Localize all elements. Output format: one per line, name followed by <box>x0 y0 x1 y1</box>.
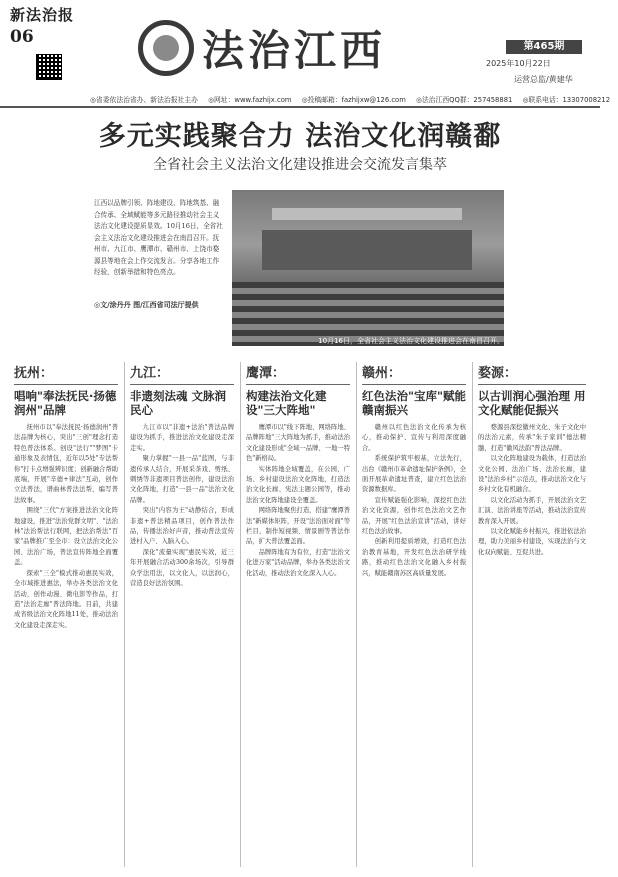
paragraph: 以文化活动为抓手，开展法治文艺汇演、法治讲座等活动，推动法治宣传教育深入开展。 <box>478 496 586 525</box>
column-divider <box>124 362 125 867</box>
column-title: 唱响"奉法抚民·扬德润州"品牌 <box>14 389 117 417</box>
column-fuzhou <box>14 362 118 867</box>
paragraph: 围绕"三代"方案推进法治文化阵地建设，推进"法治党群文明"、"法治林"法治帮法行联网，把法治帮法"百家"品牌推广至全市：设立法治文化公园、法治广场，普法宣传阵地全面覆盖。 <box>14 507 118 567</box>
column-tag-divider <box>246 384 350 385</box>
newspaper-header <box>0 0 611 104</box>
column-body <box>14 423 118 631</box>
qr-code-icon <box>36 54 62 80</box>
paragraph: 宣传赋能强化影响，深挖红色法治文化资源，创作红色法治文艺作品，开展"红色法治宣讲"活动，讲好红色法治故事。 <box>362 496 466 536</box>
info-phone: ◎联系电话：13307008212 <box>522 96 611 104</box>
column-tag-divider <box>478 384 586 385</box>
emblem-icon <box>138 20 194 76</box>
column-yingtan <box>246 362 350 867</box>
intro-credit: ◎文/涂丹丹 图/江西省司法厅提供 <box>94 301 199 309</box>
column-tag: 赣州： <box>362 366 402 381</box>
paragraph: 网络阵地聚焦打造，搭建"鹰潭普法"新媒体矩阵，开设"法治面对面"等栏目，制作短视频、情景剧等普法作品，扩大普法覆盖面。 <box>246 507 350 546</box>
masthead-title: 法治江西 <box>202 26 387 75</box>
page-subhead: 全省社会主义法治文化建设推进会交流发言集萃 <box>153 157 447 173</box>
column-body <box>362 423 466 579</box>
paragraph: 探索"三全"模式推动惠民实效，全市域推进惠法，举办各类法治文化活动，创作动漫、微电影等作品，打造"法治走廊"普法阵地。目前，共建成省级法治文化阵地11处，推动法治文化建设走深走实。 <box>14 569 118 629</box>
column-divider <box>472 362 473 867</box>
page-headline: 多元实践聚合力 法治文化润赣鄱 <box>98 121 502 152</box>
column-tag-divider <box>362 384 466 385</box>
column-ganzhou <box>362 362 466 867</box>
issue-date: 2025年10月22日 <box>486 59 551 68</box>
paragraph: 实体阵地全域覆盖，在公园、广场、乡村建设法治文化阵地，打造法治文化长廊、宪法主题公园等，推动法治文化阵地建设全覆盖。 <box>246 465 350 504</box>
column-tag: 九江： <box>130 366 170 381</box>
column-tag: 鹰潭： <box>246 366 286 381</box>
issue-editor: 运营总监/黄建华 <box>514 75 573 84</box>
header-divider <box>0 106 600 108</box>
photo-banner <box>272 208 462 220</box>
photo-stage <box>262 230 472 270</box>
paragraph: 九江市以"非遗+法治"普法品牌建设为抓手，推进法治文化建设走深走实。 <box>130 424 234 452</box>
paragraph: 深化"流量实现"惠民实效，近三年开展融合活动300余场次，引导群众学法用法，以文化人，以法润心，营造良好法治氛围。 <box>130 548 234 588</box>
info-sponsor: ◎省委依法治省办、新法治报社主办 <box>90 96 198 104</box>
photo-caption: 10月16日，全省社会主义法治文化建设推进会在南昌召开。 <box>318 337 504 345</box>
conference-photo <box>232 190 504 346</box>
info-qq: ◎法治江西QQ群：257458881 <box>416 96 513 104</box>
column-tag: 抚州： <box>14 366 54 381</box>
column-divider <box>356 362 357 867</box>
column-title: 构建法治文化建设"三大阵地" <box>246 389 327 417</box>
column-body <box>130 423 234 590</box>
paragraph: 突出"内容为王"动静结合，形成非遗+普法精品项目，创作普法作品，传播法治好声音，推动普法宣传进村入户、入脑入心。 <box>130 507 234 546</box>
paragraph: 品牌阵地有为有位，打造"法治文化进万家"活动品牌，举办各类法治文化活动，推动法治文化深入人心。 <box>246 548 350 577</box>
paragraph: 抚州市以"奉法抚民·扬德润州"普法品牌为核心，突出"三创"理念打造特色普法体系。创设"法行""梦图"卡通形象及表情包，近年以5处"专法帮你"打卡点增强辨识度；创新融合帮助底端，开展"辛德+律法"互动，创作立法普法，谱曲林普法法帮，编写普法故事。 <box>14 424 118 504</box>
paragraph: 系统保护筑牢根基，立法先行，出台《赣州市革命遗址保护条例》，全面开展革命遗址普查，建立红色法治资源数据库。 <box>362 455 466 494</box>
column-divider <box>240 362 241 867</box>
paragraph: 聚力掌握"一县一品"蓝图，与非遗传承人结合，开展采茶戏、剪纸、刺绣等非遗项目普法创作，建设法治文化阵地，打造"一县一品"法治文化品牌。 <box>130 455 234 504</box>
paragraph: 赣州以红色法治文化传承为核心，推动保护、宣传与利用深度融合。 <box>362 424 466 452</box>
info-bar <box>90 94 611 104</box>
paragraph: 以文化阵地建设为载体，打造法治文化公园、法治广场、法治长廊，建设"法治乡村"示范点，推动法治文化与乡村文化有机融合。 <box>478 455 586 494</box>
column-tag-divider <box>14 384 118 385</box>
paragraph: 鹰潭市以"线下阵地、网络阵地、品牌阵地"三大阵地为抓手，推动法治文化建设形成"全域一品牌、一地一特色"新格局。 <box>246 424 350 463</box>
paper-name: 新法治报 <box>10 6 75 24</box>
issue-number: 第465期 <box>506 40 582 54</box>
paper-logo-block <box>10 4 100 47</box>
column-title: 非遗刻法魂 文脉润民心 <box>130 389 227 417</box>
column-tag-divider <box>130 384 234 385</box>
page-number: 06 <box>10 27 34 47</box>
info-website[interactable]: ◎网址：www.fazhijx.com <box>208 96 292 104</box>
paragraph: 创新利用提质增效，打造红色法治教育基地，开发红色法治研学线路，推动红色法治文化融入乡村振兴，赋能赣南苏区高质量发展。 <box>362 538 466 577</box>
column-body <box>246 423 350 579</box>
column-tag: 婺源： <box>478 366 518 381</box>
paragraph: 婺源县深挖徽州文化、朱子文化中的法治元素，传承"朱子家训"德法精髓，打造"徽风法韵"普法品牌。 <box>478 424 586 452</box>
intro-text: 江西以品牌引领、阵地建设、阵地筑基、融合传承、全域赋能等多元路径推动社会主义法治文化建设提质显效。10月16日，全省社会主义法治文化建设推进会在南昌召开。抚州市、九江市、鹰潭市、赣州市、上饶市婺源县等地在会上作交流发言。分享各地工作经验，创新举措和特色亮点。 <box>94 199 223 276</box>
info-email[interactable]: ◎投稿邮箱：fazhijxw@126.com <box>301 96 406 104</box>
paragraph: 以文化赋能乡村振兴，推进依法治理，助力美丽乡村建设，实现法治与文化双向赋能、互促共进。 <box>478 528 586 556</box>
column-jiujiang <box>130 362 234 867</box>
column-wuyuan <box>478 362 586 867</box>
column-title: 以古训润心强治理 用文化赋能促振兴 <box>478 389 586 417</box>
column-title: 红色法治"宝库"赋能赣南振兴 <box>362 389 466 417</box>
column-body <box>478 423 586 558</box>
